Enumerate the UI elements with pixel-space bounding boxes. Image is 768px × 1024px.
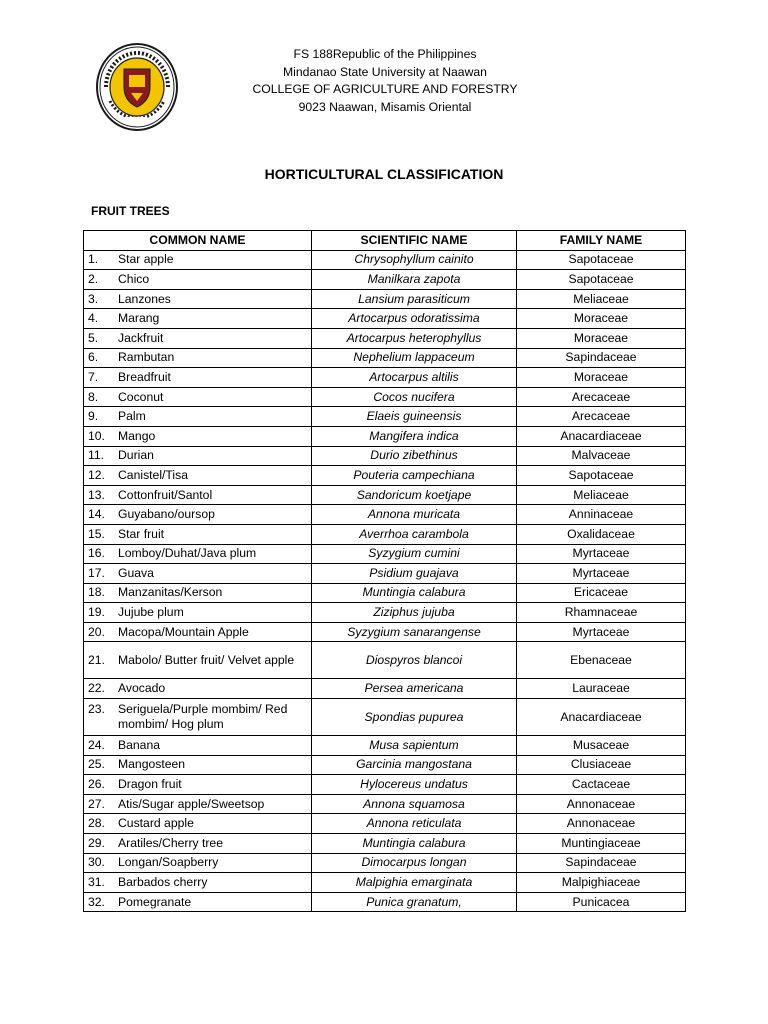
cell-common-name [84, 544, 312, 564]
cell-scientific-name: Mangifera indica [312, 426, 517, 446]
cell-family-name: Myrtaceae [517, 544, 686, 564]
cell-family-name: Muntingiaceae [517, 834, 686, 854]
common-name-text: Jackfruit [118, 330, 164, 345]
cell-common-name [84, 892, 312, 912]
common-name-text: Guava [118, 565, 154, 580]
cell-scientific-name: Cocos nucifera [312, 387, 517, 407]
cell-scientific-name: Diospyros blancoi [312, 642, 517, 679]
table-row [84, 642, 686, 679]
row-number: 32. [88, 894, 105, 909]
cell-scientific-name: Ziziphus jujuba [312, 603, 517, 623]
header-line: FS 188Republic of the Philippines [293, 47, 477, 61]
row-number: 14. [88, 507, 105, 522]
cell-scientific-name: Psidium guajava [312, 564, 517, 584]
common-name-text: Manzanitas/Kerson [118, 585, 223, 600]
row-number: 4. [88, 311, 99, 326]
cell-family-name: Clusiaceae [517, 755, 686, 775]
cell-common-name [84, 775, 312, 795]
row-number: 6. [88, 350, 99, 365]
cell-family-name: Moraceae [517, 368, 686, 388]
common-name-text: Chico [118, 271, 150, 286]
cell-common-name [84, 505, 312, 525]
row-number: 30. [88, 855, 105, 870]
table-row [84, 250, 686, 270]
cell-common-name [84, 426, 312, 446]
cell-scientific-name: Garcinia mangostana [312, 755, 517, 775]
university-seal-logo [96, 43, 178, 131]
cell-common-name [84, 348, 312, 368]
common-name-text: Dragon fruit [118, 777, 182, 792]
cell-common-name [84, 524, 312, 544]
row-number: 15. [88, 526, 105, 541]
cell-scientific-name: Hylocereus undatus [312, 775, 517, 795]
cell-common-name [84, 603, 312, 623]
row-number: 22. [88, 681, 105, 696]
cell-family-name: Sapindaceae [517, 853, 686, 873]
cell-family-name: Myrtaceae [517, 622, 686, 642]
cell-common-name [84, 387, 312, 407]
cell-scientific-name: Chrysophyllum cainito [312, 250, 517, 270]
table-row [84, 505, 686, 525]
row-number: 8. [88, 389, 99, 404]
cell-scientific-name: Manilkara zapota [312, 270, 517, 290]
common-name-text: Durian [118, 448, 154, 463]
cell-common-name [84, 814, 312, 834]
cell-family-name: Lauraceae [517, 679, 686, 699]
cell-common-name [84, 368, 312, 388]
table-row [84, 853, 686, 873]
cell-family-name: Annonaceae [517, 814, 686, 834]
cell-common-name [84, 622, 312, 642]
row-number: 24. [88, 737, 105, 752]
table-row [84, 368, 686, 388]
cell-common-name [84, 755, 312, 775]
cell-common-name [84, 853, 312, 873]
common-name-text: Macopa/Mountain Apple [118, 624, 249, 639]
common-name-text: Breadfruit [118, 369, 171, 384]
row-number: 28. [88, 816, 105, 831]
column-header-scientific-name: SCIENTIFIC NAME [312, 231, 517, 251]
cell-family-name: Oxalidaceae [517, 524, 686, 544]
row-number: 10. [88, 428, 105, 443]
cell-scientific-name: Annona muricata [312, 505, 517, 525]
cell-common-name [84, 289, 312, 309]
row-number: 7. [88, 369, 99, 384]
cell-common-name [84, 270, 312, 290]
cell-family-name: Musaceae [517, 736, 686, 756]
column-header-family-name: FAMILY NAME [517, 231, 686, 251]
row-number: 1. [88, 252, 99, 267]
cell-scientific-name: Pouteria campechiana [312, 466, 517, 486]
page-title: HORTICULTURAL CLASSIFICATION [264, 166, 504, 182]
table-row [84, 485, 686, 505]
cell-scientific-name: Lansium parasiticum [312, 289, 517, 309]
cell-common-name [84, 250, 312, 270]
table-row [84, 564, 686, 584]
cell-common-name [84, 873, 312, 893]
table-row [84, 814, 686, 834]
row-number: 27. [88, 796, 105, 811]
row-number: 31. [88, 875, 105, 890]
header-line: Mindanao State University at Naawan [283, 64, 487, 79]
header-line: 9023 Naawan, Misamis Oriental [298, 99, 472, 114]
cell-scientific-name: Muntingia calabura [312, 583, 517, 603]
row-number: 17. [88, 565, 105, 580]
header-line: COLLEGE OF AGRICULTURE AND FORESTRY [252, 82, 518, 97]
table-row [84, 775, 686, 795]
table-row [84, 603, 686, 623]
row-number: 26. [88, 777, 105, 792]
row-number: 9. [88, 409, 99, 424]
cell-scientific-name: Artocarpus altilis [312, 368, 517, 388]
cell-scientific-name: Sandoricum koetjape [312, 485, 517, 505]
cell-common-name [84, 466, 312, 486]
table-row [84, 834, 686, 854]
row-number: 12. [88, 467, 105, 482]
cell-scientific-name: Malpighia emarginata [312, 873, 517, 893]
common-name-text: Marang [118, 311, 160, 326]
common-name-text: Custard apple [118, 816, 194, 831]
common-name-text: Atis/Sugar apple/Sweetsop [118, 796, 265, 811]
row-number: 11. [88, 448, 105, 463]
row-number: 25. [88, 757, 105, 772]
cell-common-name [84, 564, 312, 584]
cell-family-name: Sapindaceae [517, 348, 686, 368]
cell-family-name: Anacardiaceae [517, 699, 686, 736]
cell-family-name: Sapotaceae [517, 250, 686, 270]
cell-scientific-name: Annona squamosa [312, 794, 517, 814]
cell-common-name [84, 679, 312, 699]
row-number: 29. [88, 835, 105, 850]
table-row [84, 387, 686, 407]
row-number: 16. [88, 546, 105, 561]
row-number: 2. [88, 271, 99, 286]
cell-common-name [84, 407, 312, 427]
row-number: 19. [88, 605, 105, 620]
cell-family-name: Moraceae [517, 328, 686, 348]
table-row [84, 407, 686, 427]
common-name-text: Canistel/Tisa [118, 467, 188, 482]
row-number: 20. [88, 624, 105, 639]
common-name-text: Star fruit [118, 526, 165, 541]
table-row [84, 583, 686, 603]
common-name-text: Mangosteen [118, 757, 186, 772]
row-number: 18. [88, 585, 105, 600]
cell-scientific-name: Nephelium lappaceum [312, 348, 517, 368]
cell-scientific-name: Musa sapientum [312, 736, 517, 756]
common-name-text: Barbados cherry [118, 875, 208, 890]
common-name-text: Star apple [118, 252, 174, 267]
common-name-text: Guyabano/oursop [118, 507, 215, 522]
table-row [84, 309, 686, 329]
row-number: 5. [88, 330, 99, 345]
common-name-text: Pomegranate [118, 894, 192, 909]
common-name-text: Jujube plum [118, 605, 184, 620]
cell-family-name: Ericaceae [517, 583, 686, 603]
cell-family-name: Malvaceae [517, 446, 686, 466]
cell-family-name: Myrtaceae [517, 564, 686, 584]
cell-scientific-name: Persea americana [312, 679, 517, 699]
cell-family-name: Punicacea [517, 892, 686, 912]
table-row [84, 873, 686, 893]
table-row [84, 446, 686, 466]
document-header [180, 46, 590, 116]
cell-common-name [84, 736, 312, 756]
cell-scientific-name: Dimocarpus longan [312, 853, 517, 873]
cell-family-name: Moraceae [517, 309, 686, 329]
common-name-text: Cottonfruit/Santol [118, 487, 213, 502]
cell-family-name: Rhamnaceae [517, 603, 686, 623]
cell-family-name: Meliaceae [517, 289, 686, 309]
cell-family-name: Sapotaceae [517, 466, 686, 486]
fruit-trees-table [83, 230, 686, 912]
cell-scientific-name: Elaeis guineensis [312, 407, 517, 427]
cell-common-name [84, 642, 312, 679]
row-number: 21. [88, 652, 105, 667]
cell-family-name: Malpighiaceae [517, 873, 686, 893]
cell-family-name: Arecaceae [517, 407, 686, 427]
cell-common-name [84, 446, 312, 466]
cell-scientific-name: Annona reticulata [312, 814, 517, 834]
row-number: 3. [88, 291, 99, 306]
cell-scientific-name: Syzygium cumini [312, 544, 517, 564]
table-row [84, 794, 686, 814]
cell-scientific-name: Punica granatum, [312, 892, 517, 912]
cell-common-name [84, 485, 312, 505]
table-row [84, 892, 686, 912]
common-name-text: Avocado [118, 681, 166, 696]
cell-family-name: Cactaceae [517, 775, 686, 795]
cell-family-name: Meliaceae [517, 485, 686, 505]
cell-family-name: Anacardiaceae [517, 426, 686, 446]
table-row [84, 524, 686, 544]
cell-common-name [84, 309, 312, 329]
cell-scientific-name: Muntingia calabura [312, 834, 517, 854]
cell-common-name [84, 699, 312, 736]
common-name-text: Seriguela/Purple mombim/ Red mombim/ Hog plum [118, 702, 288, 732]
common-name-text: Lanzones [118, 291, 171, 306]
cell-family-name: Annonaceae [517, 794, 686, 814]
table-row [84, 736, 686, 756]
cell-scientific-name: Averrhoa carambola [312, 524, 517, 544]
cell-family-name: Arecaceae [517, 387, 686, 407]
cell-common-name [84, 583, 312, 603]
common-name-text: Aratiles/Cherry tree [118, 835, 223, 850]
table-row [84, 328, 686, 348]
common-name-text: Palm [118, 409, 146, 424]
common-name-text: Mango [118, 428, 156, 443]
common-name-text: Lomboy/Duhat/Java plum [118, 546, 257, 561]
common-name-text: Rambutan [118, 350, 175, 365]
table-row [84, 348, 686, 368]
row-number: 23. [88, 702, 105, 717]
table-row [84, 270, 686, 290]
table-row [84, 755, 686, 775]
common-name-text: Mabolo/ Butter fruit/ Velvet apple [118, 652, 295, 667]
table-row [84, 426, 686, 446]
column-header-common-name: COMMON NAME [84, 231, 312, 251]
common-name-text: Longan/Soapberry [118, 855, 219, 870]
common-name-text: Banana [118, 737, 161, 752]
cell-scientific-name: Durio zibethinus [312, 446, 517, 466]
table-row [84, 544, 686, 564]
table-row [84, 622, 686, 642]
table-row [84, 679, 686, 699]
row-number: 13. [88, 487, 105, 502]
cell-scientific-name: Spondias pupurea [312, 699, 517, 736]
table-row [84, 289, 686, 309]
section-heading: FRUIT TREES [91, 204, 170, 218]
cell-family-name: Sapotaceae [517, 270, 686, 290]
common-name-text: Coconut [118, 389, 164, 404]
cell-scientific-name: Artocarpus heterophyllus [312, 328, 517, 348]
cell-scientific-name: Artocarpus odoratissima [312, 309, 517, 329]
table-header-row [84, 231, 686, 251]
table-row [84, 699, 686, 736]
cell-family-name: Anninaceae [517, 505, 686, 525]
cell-scientific-name: Syzygium sanarangense [312, 622, 517, 642]
table-row [84, 466, 686, 486]
cell-family-name: Ebenaceae [517, 642, 686, 679]
cell-common-name [84, 328, 312, 348]
cell-common-name [84, 834, 312, 854]
cell-common-name [84, 794, 312, 814]
